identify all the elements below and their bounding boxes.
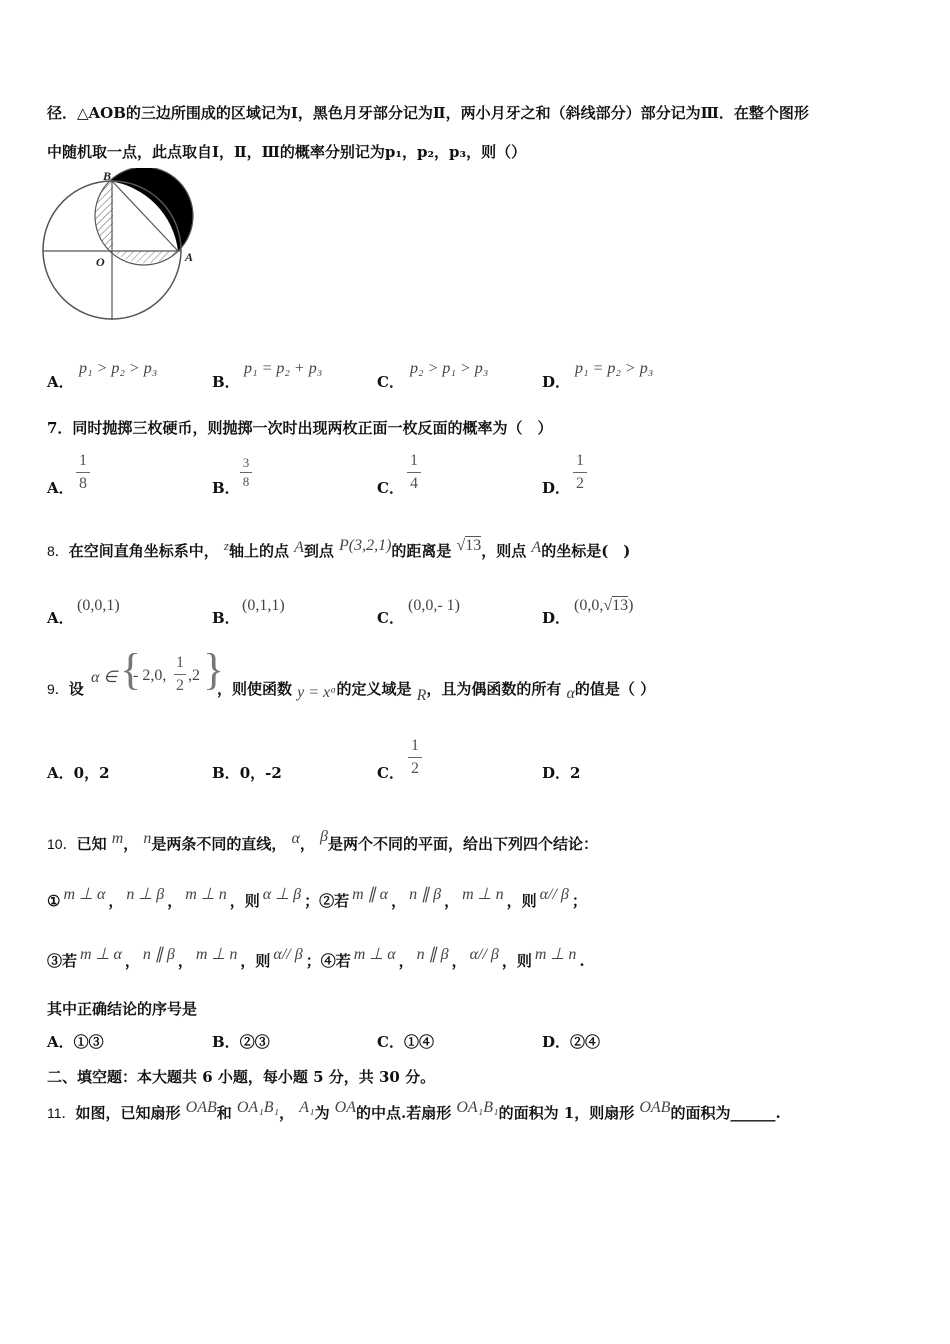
q6-figure [40, 168, 200, 328]
label-B: B [103, 169, 112, 183]
row2-part: ， [177, 952, 193, 970]
row1-part: ， [108, 892, 124, 910]
row1-part: ，则 [506, 892, 537, 910]
row2-part: n ∥ β [142, 946, 175, 963]
row2-part: ，则 [501, 952, 532, 970]
q6-option-d-expr: p₁ = p₂ > p₃ [575, 360, 654, 377]
q10-row1 [47, 886, 587, 911]
q9-set-b: ,2 [188, 667, 200, 684]
q8-option-c-label: C． [377, 609, 404, 627]
q10-row2 [47, 946, 585, 971]
q7-option-c-fraction: 1 4 [407, 452, 421, 492]
row2-part: m ⊥ α [80, 946, 122, 963]
row1-part: n ⊥ β [126, 886, 165, 903]
section-2-heading: 二、填空题：本大题共 6 小题，每小题 5 分，共 30 分。 [47, 1068, 436, 1086]
q10-conclusion: 其中正确结论的序号是 [47, 1000, 198, 1018]
q9-stem-rest: ，则使函数 y = xᵅ的定义域是 R，且为偶函数的所有 α的值是（ ） [217, 680, 656, 704]
row1-part: m ⊥ n [185, 886, 227, 903]
q8-option-b-expr: (0,1,1) [242, 597, 285, 614]
label-O: O [96, 255, 105, 269]
q6-stem-line2: 中随机取一点，此点取自Ⅰ，Ⅱ，Ⅲ的概率分别记为p₁，p₂，p₃，则（） [47, 143, 527, 161]
q10-option-a: A．①③ [47, 1033, 104, 1051]
row2-part: ；④若 [305, 952, 351, 970]
row2-part: ， [451, 952, 467, 970]
row1-part: α ⊥ β [262, 886, 302, 903]
row2-part: α// β [273, 946, 303, 963]
q10-option-d: D．②④ [542, 1033, 601, 1051]
q6-option-b-expr: p₁ = p₂ + p₃ [244, 360, 323, 377]
q8-option-d-expr: (0,0,√13) [574, 597, 634, 614]
row1-part: ； [571, 892, 587, 910]
row1-part: n ∥ β [409, 886, 442, 903]
q9-left-brace: { [120, 645, 142, 694]
row2-part: α// β [469, 946, 499, 963]
q8-option-c-expr: (0,0,- 1) [408, 597, 460, 614]
q10-option-c: C．①④ [377, 1033, 434, 1051]
row1-part: ① [47, 892, 61, 910]
label-A: A [185, 250, 194, 264]
q8-option-b-label: B． [212, 609, 240, 627]
row1-part: ， [444, 892, 460, 910]
hatched-crescent-left [95, 181, 113, 251]
row1-part: ，则 [229, 892, 260, 910]
row1-part: ；②若 [304, 892, 350, 910]
q6-stem-line1: 径．△AOB的三边所围成的区域记为Ⅰ，黑色月牙部分记为Ⅱ，两小月牙之和（斜线部分）部分记为Ⅲ．在整个图形 [47, 104, 809, 122]
q6-option-c-expr: p₂ > p₁ > p₃ [410, 360, 489, 377]
q8-stem: 8．在空间直角坐标系中， $^z$轴上的点 A到点 P(3,2,1)的距离是 √13，则点 A的坐标是( ) [47, 537, 631, 560]
q9-set-a: - 2,0, [133, 667, 167, 684]
row1-part: m ⊥ n [462, 886, 504, 903]
q11-stem: 11．如图，已知扇形 OAB和 OA₁B₁， A₁为 OA的中点.若扇形 OA₁B₁的面积为 1，则扇形 OAB的面积为______. [47, 1099, 781, 1122]
row1-part: α// β [539, 886, 569, 903]
q9-option-a: A．0，2 [47, 764, 110, 782]
q6-option-d-label: D． [542, 373, 571, 391]
q8-option-d-label: D． [542, 609, 571, 627]
q9-set-fraction: 1 2 [176, 654, 184, 694]
q7-option-a-fraction: 1 8 [76, 452, 90, 492]
hatched-crescent-bottom [113, 251, 178, 263]
q8-option-a-expr: (0,0,1) [77, 597, 120, 614]
q8-option-a-label: A． [47, 609, 74, 627]
q9-right-brace: } [203, 645, 225, 694]
row1-part: ， [391, 892, 407, 910]
q7-option-b-fraction: 3 8 [240, 456, 252, 490]
q6-option-a-expr: p₁ > p₂ > p₃ [79, 360, 158, 377]
q7-option-d-fraction: 1 2 [573, 452, 587, 492]
q9-option-b: B．0，-2 [212, 764, 282, 782]
q10-stem: 10．已知 m， n是两条不同的直线， α， β是两个不同的平面，给出下列四个结论： [47, 828, 598, 853]
row2-part: ③若 [47, 952, 78, 970]
q10-option-b: B．②③ [212, 1033, 270, 1051]
row2-part: . [579, 952, 585, 970]
q7-stem: 7．同时抛掷三枚硬币，则抛掷一次时出现两枚正面一枚反面的概率为（ ） [47, 419, 553, 437]
q7-option-a-label: A． [47, 479, 74, 497]
q9-option-c-fraction: 1 2 [408, 737, 422, 777]
q7-option-b-label: B． [212, 479, 240, 497]
row2-part: m ⊥ n [534, 946, 577, 963]
row1-part: m ⊥ α [63, 886, 106, 903]
row1-part: ， [167, 892, 183, 910]
q9-stem: 9．设 [47, 680, 84, 698]
row2-part: ， [124, 952, 140, 970]
row2-part: ，则 [240, 952, 271, 970]
q9-option-d: D．2 [542, 764, 581, 782]
row2-part: m ⊥ n [195, 946, 238, 963]
q6-option-b-label: B． [212, 373, 240, 391]
q9-option-c-label: C． [377, 764, 404, 782]
q9-set-prefix: α ∈ [91, 669, 118, 686]
q6-option-a-label: A． [47, 373, 74, 391]
q6-option-c-label: C． [377, 373, 404, 391]
row1-part: m ∥ α [352, 886, 389, 903]
q7-option-d-label: D． [542, 479, 571, 497]
row2-part: m ⊥ α [353, 946, 396, 963]
row2-part: ， [398, 952, 414, 970]
q7-option-c-label: C． [377, 479, 404, 497]
row2-part: n ∥ β [416, 946, 449, 963]
